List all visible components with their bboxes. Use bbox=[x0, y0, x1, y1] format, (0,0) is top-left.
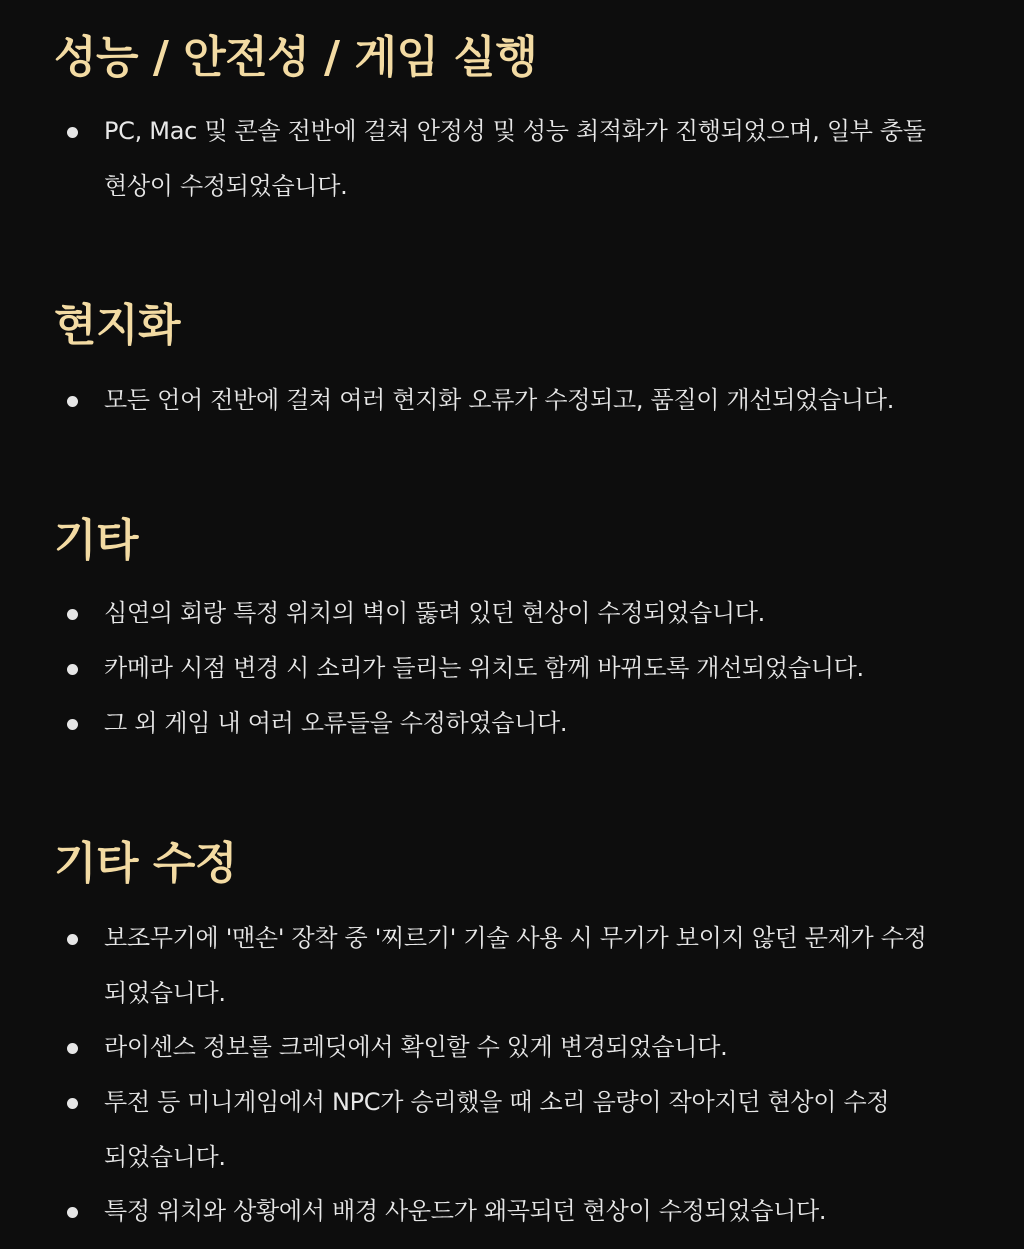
bullet-icon bbox=[67, 934, 78, 945]
bullet-icon bbox=[67, 664, 78, 675]
list-item-text: 라이센스 정보를 크레딧에서 확인할 수 있게 변경되었습니다. bbox=[104, 1033, 728, 1061]
list-item-text: 카메라 시점 변경 시 소리가 들리는 위치도 함께 바뀌도록 개선되었습니다. bbox=[104, 654, 864, 682]
bullet-icon bbox=[67, 1043, 78, 1054]
section-heading: 기타 bbox=[54, 515, 139, 566]
bullet-icon bbox=[67, 127, 78, 138]
list-item-text: 심연의 회랑 특정 위치의 벽이 뚫려 있던 현상이 수정되었습니다. bbox=[104, 599, 765, 627]
bullet-icon bbox=[67, 396, 78, 407]
section-heading: 기타 수정 bbox=[54, 838, 237, 889]
bullet-icon bbox=[67, 719, 78, 730]
list-item-text: PC, Mac 및 콘솔 전반에 걸쳐 안정성 및 성능 최적화가 진행되었으며, 일부 충돌 현상이 수정되었습니다. bbox=[104, 117, 926, 200]
bullet-icon bbox=[67, 1098, 78, 1109]
list-item-text: 투전 등 미니게임에서 NPC가 승리했을 때 소리 음량이 작아지던 현상이 수정되었습니다. bbox=[104, 1088, 890, 1171]
list-item-text: 모든 언어 전반에 걸쳐 여러 현지화 오류가 수정되고, 품질이 개선되었습니다. bbox=[104, 386, 895, 414]
bullet-icon bbox=[67, 609, 78, 620]
bullet-icon bbox=[67, 1207, 78, 1218]
list-item-text: 그 외 게임 내 여러 오류들을 수정하였습니다. bbox=[104, 709, 568, 737]
section-heading: 성능 / 안전성 / 게임 실행 bbox=[54, 32, 538, 83]
list-item-text: 보조무기에 '맨손' 장착 중 '찌르기' 기술 사용 시 무기가 보이지 않던 문제가 수정되었습니다. bbox=[104, 924, 927, 1007]
list-item-text: 특정 위치와 상황에서 배경 사운드가 왜곡되던 현상이 수정되었습니다. bbox=[104, 1197, 827, 1225]
section-heading: 현지화 bbox=[54, 300, 181, 351]
